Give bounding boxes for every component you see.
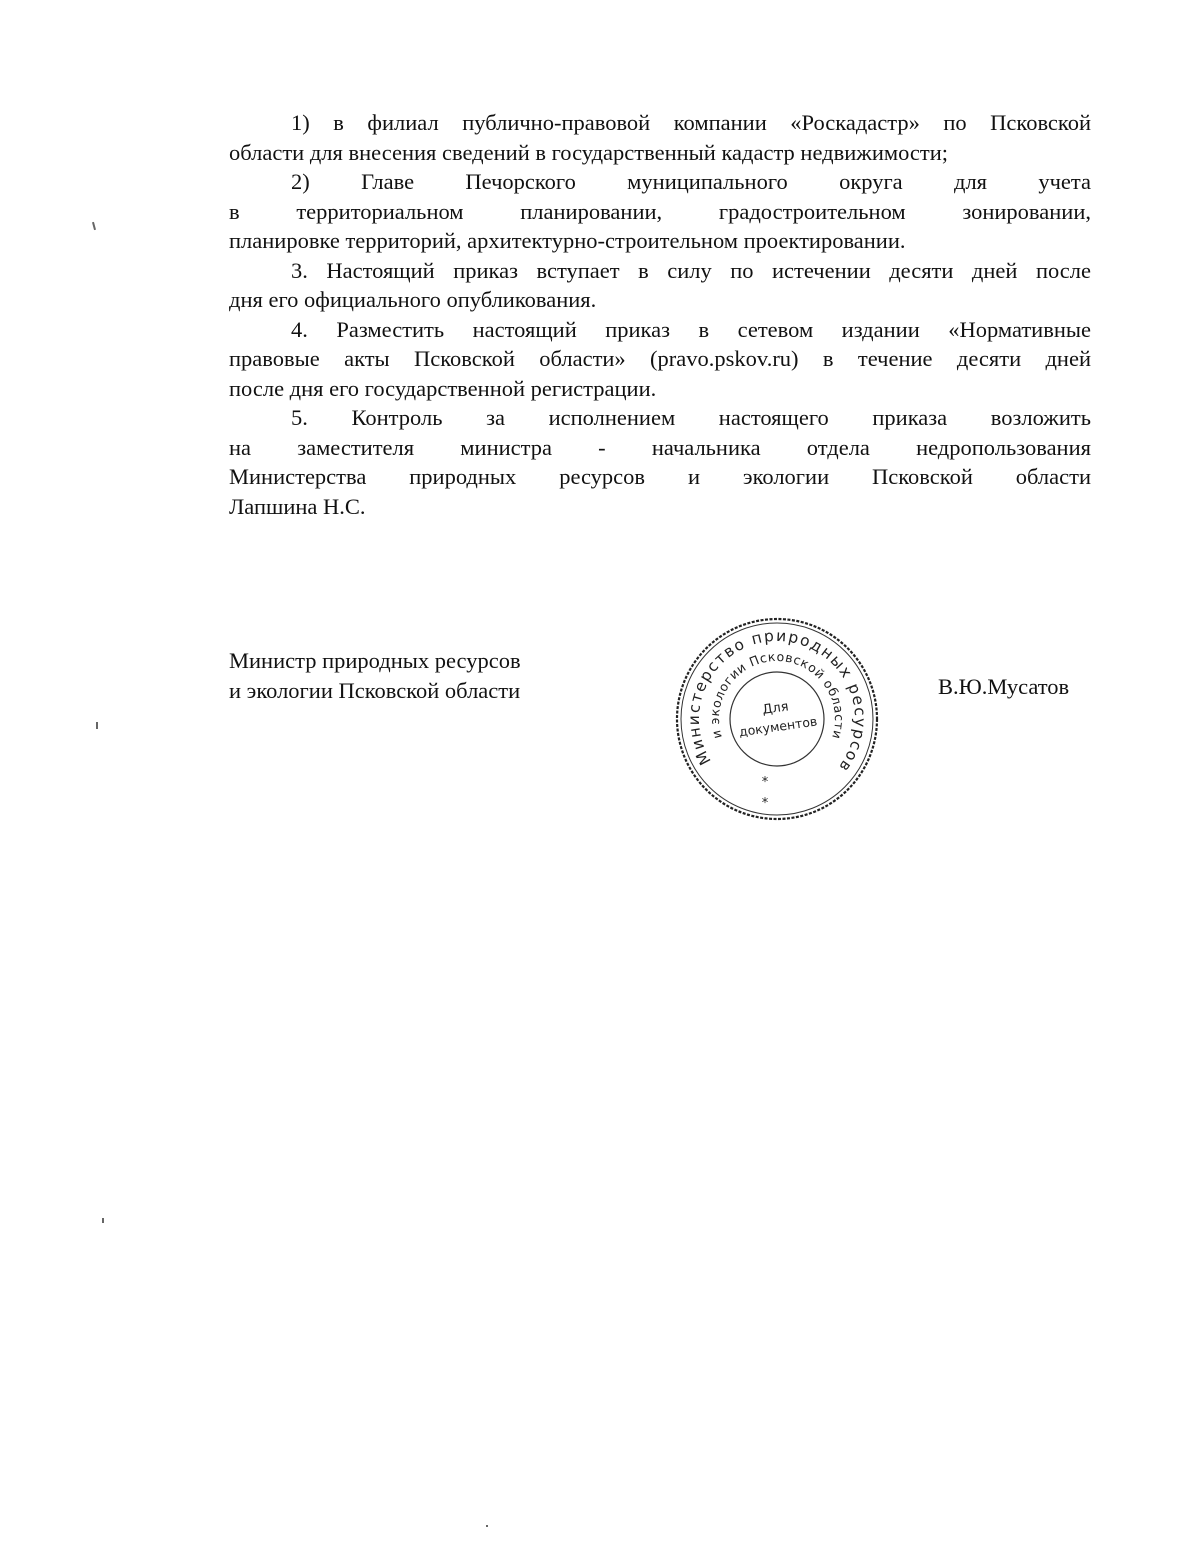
paragraph-3-line-2: дня его официального опубликования. <box>229 287 597 312</box>
scan-speck <box>92 222 96 230</box>
stamp-outer-text: Министерство природных ресурсов <box>684 626 870 777</box>
stamp-inner-text: и экологии Псковской области <box>706 648 848 742</box>
paragraph-4-line-2: правовые акты Псковской области» (pravo.pskov.ru) в течение десяти дней <box>229 346 1091 371</box>
paragraph-2-line-3: планировке территорий, архитектурно-строительном проектировании. <box>229 228 906 253</box>
scan-speck <box>102 1218 104 1223</box>
signatory-title-line-1: Министр природных ресурсов <box>229 648 521 673</box>
paragraph-4-line-1: 4. Разместить настоящий приказ в сетевом издании «Нормативные <box>291 316 1091 342</box>
stamp-center-line-2: документов <box>737 713 819 740</box>
paragraph-5-line-2: на заместителя министра - начальника отдела недропользования <box>229 434 1091 460</box>
paragraph-5-line-1: 5. Контроль за исполнением настоящего приказа возложить <box>291 405 1091 430</box>
paragraph-2-line-2: в территориальном планировании, градостроительном зонировании, <box>229 198 1091 224</box>
official-seal-stamp <box>672 614 882 824</box>
paragraph-2-line-1: 2) Главе Печорского муниципального округа для учета <box>291 169 1091 194</box>
signatory-name: В.Ю.Мусатов <box>938 674 1070 699</box>
scan-speck <box>486 1525 488 1527</box>
scan-speck <box>96 722 98 729</box>
signatory-title <box>229 646 521 705</box>
paragraph-1-line-2: области для внесения сведений в государственный кадастр недвижимости; <box>229 139 949 165</box>
stamp-star-1: * <box>761 775 769 790</box>
stamp-center-line-1: Для <box>761 699 790 718</box>
paragraph-3-line-1: 3. Настоящий приказ вступает в силу по истечении десяти дней после <box>291 257 1091 283</box>
stamp-star-2: * <box>761 796 769 811</box>
paragraph-5-line-4: Лапшина Н.С. <box>229 493 366 519</box>
paragraph-4-line-3: после дня его государственной регистрации. <box>229 375 657 401</box>
paragraph-5-line-3: Министерства природных ресурсов и экологии Псковской области <box>229 464 1091 489</box>
order-body <box>229 108 1091 521</box>
paragraph-1-line-1: 1) в филиал публично-правовой компании «Роскадастр» по Псковской <box>291 110 1091 135</box>
signatory-title-line-2: и экологии Псковской области <box>229 677 521 703</box>
